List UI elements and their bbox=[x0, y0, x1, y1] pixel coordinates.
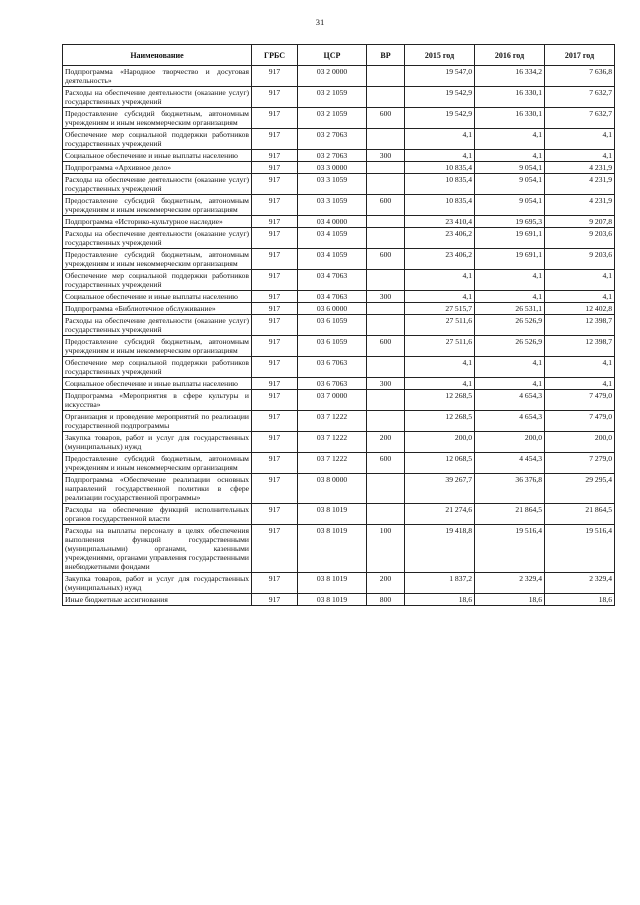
table-row bbox=[63, 249, 615, 270]
table-row bbox=[63, 504, 615, 525]
cell-name: Расходы на обеспечение деятельности (оказание услуг) государственных учреждений bbox=[63, 228, 252, 249]
cell-2015: 19 542,9 bbox=[405, 87, 475, 108]
cell-grbs: 917 bbox=[252, 129, 298, 150]
cell-csr: 03 4 0000 bbox=[298, 216, 367, 228]
cell-csr: 03 6 1059 bbox=[298, 336, 367, 357]
cell-csr: 03 4 1059 bbox=[298, 249, 367, 270]
cell-grbs: 917 bbox=[252, 453, 298, 474]
cell-name: Расходы на обеспечение деятельности (оказание услуг) государственных учреждений bbox=[63, 174, 252, 195]
table-row bbox=[63, 315, 615, 336]
cell-2015: 39 267,7 bbox=[405, 474, 475, 504]
cell-name: Предоставление субсидий бюджетным, автономным учреждениям и иным некоммерческим организациям bbox=[63, 195, 252, 216]
cell-vr bbox=[367, 303, 405, 315]
table-row bbox=[63, 108, 615, 129]
cell-grbs: 917 bbox=[252, 357, 298, 378]
cell-2017: 12 398,7 bbox=[545, 336, 615, 357]
cell-grbs: 917 bbox=[252, 108, 298, 129]
cell-2015: 1 837,2 bbox=[405, 573, 475, 594]
cell-2017: 19 516,4 bbox=[545, 525, 615, 573]
cell-2016: 19 516,4 bbox=[475, 525, 545, 573]
table-row bbox=[63, 87, 615, 108]
cell-grbs: 917 bbox=[252, 87, 298, 108]
cell-2015: 21 274,6 bbox=[405, 504, 475, 525]
cell-vr: 800 bbox=[367, 594, 405, 606]
table-row bbox=[63, 390, 615, 411]
cell-vr bbox=[367, 66, 405, 87]
cell-name: Закупка товаров, работ и услуг для государственных (муниципальных) нужд bbox=[63, 432, 252, 453]
table-row bbox=[63, 270, 615, 291]
cell-2015: 19 542,9 bbox=[405, 108, 475, 129]
table-row bbox=[63, 303, 615, 315]
cell-2016: 19 695,3 bbox=[475, 216, 545, 228]
cell-2016: 16 330,1 bbox=[475, 108, 545, 129]
cell-csr: 03 4 7063 bbox=[298, 291, 367, 303]
cell-2015: 4,1 bbox=[405, 291, 475, 303]
cell-name: Подпрограмма «Библиотечное обслуживание» bbox=[63, 303, 252, 315]
cell-csr: 03 7 1222 bbox=[298, 432, 367, 453]
cell-2016: 26 526,9 bbox=[475, 336, 545, 357]
cell-2015: 4,1 bbox=[405, 378, 475, 390]
cell-2015: 10 835,4 bbox=[405, 174, 475, 195]
header-row bbox=[63, 45, 615, 66]
cell-2016: 4 454,3 bbox=[475, 453, 545, 474]
header-csr: ЦСР bbox=[298, 45, 367, 66]
cell-name: Предоставление субсидий бюджетным, автономным учреждениям и иным некоммерческим организациям bbox=[63, 249, 252, 270]
cell-grbs: 917 bbox=[252, 411, 298, 432]
cell-name: Расходы на обеспечение деятельности (оказание услуг) государственных учреждений bbox=[63, 315, 252, 336]
cell-2017: 200,0 bbox=[545, 432, 615, 453]
budget-table bbox=[62, 44, 615, 606]
cell-2015: 4,1 bbox=[405, 270, 475, 291]
cell-2017: 7 279,0 bbox=[545, 453, 615, 474]
cell-2017: 7 479,0 bbox=[545, 411, 615, 432]
cell-vr bbox=[367, 129, 405, 150]
header-2015: 2015 год bbox=[405, 45, 475, 66]
cell-csr: 03 7 0000 bbox=[298, 390, 367, 411]
cell-2016: 16 334,2 bbox=[475, 66, 545, 87]
cell-vr bbox=[367, 504, 405, 525]
table-row bbox=[63, 411, 615, 432]
cell-csr: 03 4 7063 bbox=[298, 270, 367, 291]
cell-2016: 16 330,1 bbox=[475, 87, 545, 108]
table-row bbox=[63, 66, 615, 87]
cell-vr bbox=[367, 228, 405, 249]
cell-name: Закупка товаров, работ и услуг для государственных (муниципальных) нужд bbox=[63, 573, 252, 594]
table-row bbox=[63, 378, 615, 390]
cell-2017: 2 329,4 bbox=[545, 573, 615, 594]
cell-vr bbox=[367, 270, 405, 291]
cell-grbs: 917 bbox=[252, 216, 298, 228]
table-row bbox=[63, 162, 615, 174]
cell-2015: 4,1 bbox=[405, 357, 475, 378]
cell-name: Социальное обеспечение и иные выплаты населению bbox=[63, 378, 252, 390]
cell-csr: 03 4 1059 bbox=[298, 228, 367, 249]
cell-2015: 23 406,2 bbox=[405, 249, 475, 270]
cell-csr: 03 6 7063 bbox=[298, 357, 367, 378]
cell-vr bbox=[367, 474, 405, 504]
cell-grbs: 917 bbox=[252, 390, 298, 411]
cell-name: Обеспечение мер социальной поддержки работников государственных учреждений bbox=[63, 270, 252, 291]
cell-2017: 4,1 bbox=[545, 150, 615, 162]
table-row bbox=[63, 150, 615, 162]
cell-name: Подпрограмма «Мероприятия в сфере культуры и искусства» bbox=[63, 390, 252, 411]
cell-2016: 19 691,1 bbox=[475, 228, 545, 249]
table-row bbox=[63, 174, 615, 195]
cell-2017: 4 231,9 bbox=[545, 174, 615, 195]
cell-csr: 03 3 1059 bbox=[298, 195, 367, 216]
cell-grbs: 917 bbox=[252, 303, 298, 315]
cell-vr bbox=[367, 174, 405, 195]
cell-2015: 4,1 bbox=[405, 150, 475, 162]
table-row bbox=[63, 573, 615, 594]
cell-csr: 03 8 1019 bbox=[298, 594, 367, 606]
cell-vr bbox=[367, 357, 405, 378]
cell-2016: 4 654,3 bbox=[475, 411, 545, 432]
cell-2015: 23 410,4 bbox=[405, 216, 475, 228]
cell-name: Предоставление субсидий бюджетным, автономным учреждениям и иным некоммерческим организациям bbox=[63, 108, 252, 129]
cell-2016: 18,6 bbox=[475, 594, 545, 606]
cell-2017: 4,1 bbox=[545, 357, 615, 378]
cell-vr: 600 bbox=[367, 108, 405, 129]
cell-2017: 9 207,8 bbox=[545, 216, 615, 228]
cell-csr: 03 6 7063 bbox=[298, 378, 367, 390]
cell-name: Обеспечение мер социальной поддержки работников государственных учреждений bbox=[63, 357, 252, 378]
cell-2016: 36 376,8 bbox=[475, 474, 545, 504]
page-number: 31 bbox=[315, 17, 325, 27]
cell-vr: 300 bbox=[367, 378, 405, 390]
cell-grbs: 917 bbox=[252, 291, 298, 303]
cell-name: Подпрограмма «Обеспечение реализации основных направлений государственной политики в сфере реализации государственной программы» bbox=[63, 474, 252, 504]
cell-grbs: 917 bbox=[252, 525, 298, 573]
cell-2017: 4 231,9 bbox=[545, 162, 615, 174]
cell-2017: 7 636,8 bbox=[545, 66, 615, 87]
cell-2015: 27 511,6 bbox=[405, 315, 475, 336]
cell-vr bbox=[367, 87, 405, 108]
cell-2017: 4,1 bbox=[545, 270, 615, 291]
cell-2015: 19 547,0 bbox=[405, 66, 475, 87]
cell-csr: 03 8 1019 bbox=[298, 573, 367, 594]
cell-2017: 7 479,0 bbox=[545, 390, 615, 411]
cell-2016: 19 691,1 bbox=[475, 249, 545, 270]
table-row bbox=[63, 594, 615, 606]
cell-2016: 21 864,5 bbox=[475, 504, 545, 525]
cell-2016: 26 531,1 bbox=[475, 303, 545, 315]
cell-2016: 4,1 bbox=[475, 150, 545, 162]
cell-name: Расходы на обеспечение функций исполнительных органов государственной власти bbox=[63, 504, 252, 525]
cell-grbs: 917 bbox=[252, 594, 298, 606]
cell-name: Иные бюджетные ассигнования bbox=[63, 594, 252, 606]
table-row bbox=[63, 357, 615, 378]
cell-vr: 600 bbox=[367, 453, 405, 474]
cell-grbs: 917 bbox=[252, 504, 298, 525]
header-vr: ВР bbox=[367, 45, 405, 66]
cell-grbs: 917 bbox=[252, 270, 298, 291]
cell-2017: 7 632,7 bbox=[545, 87, 615, 108]
cell-vr: 200 bbox=[367, 573, 405, 594]
cell-grbs: 917 bbox=[252, 249, 298, 270]
cell-2017: 21 864,5 bbox=[545, 504, 615, 525]
cell-name: Организация и проведение мероприятий по реализации государственной подпрограммы bbox=[63, 411, 252, 432]
cell-2016: 26 526,9 bbox=[475, 315, 545, 336]
cell-vr bbox=[367, 315, 405, 336]
cell-grbs: 917 bbox=[252, 378, 298, 390]
cell-vr: 600 bbox=[367, 195, 405, 216]
header-2016: 2016 год bbox=[475, 45, 545, 66]
cell-grbs: 917 bbox=[252, 150, 298, 162]
table-row bbox=[63, 474, 615, 504]
cell-grbs: 917 bbox=[252, 336, 298, 357]
cell-2017: 12 398,7 bbox=[545, 315, 615, 336]
cell-2016: 9 054,1 bbox=[475, 174, 545, 195]
cell-2017: 7 632,7 bbox=[545, 108, 615, 129]
cell-2016: 2 329,4 bbox=[475, 573, 545, 594]
table-body bbox=[63, 66, 615, 606]
cell-2017: 12 402,8 bbox=[545, 303, 615, 315]
cell-2016: 4,1 bbox=[475, 129, 545, 150]
cell-2016: 4,1 bbox=[475, 270, 545, 291]
cell-grbs: 917 bbox=[252, 228, 298, 249]
cell-2015: 23 406,2 bbox=[405, 228, 475, 249]
cell-2015: 18,6 bbox=[405, 594, 475, 606]
cell-csr: 03 2 1059 bbox=[298, 87, 367, 108]
table-row bbox=[63, 453, 615, 474]
cell-2016: 4,1 bbox=[475, 378, 545, 390]
cell-vr bbox=[367, 411, 405, 432]
cell-2016: 200,0 bbox=[475, 432, 545, 453]
cell-2017: 4,1 bbox=[545, 291, 615, 303]
cell-name: Подпрограмма «Историко-культурное наследие» bbox=[63, 216, 252, 228]
cell-vr: 600 bbox=[367, 249, 405, 270]
cell-csr: 03 7 1222 bbox=[298, 411, 367, 432]
cell-grbs: 917 bbox=[252, 315, 298, 336]
cell-2017: 4,1 bbox=[545, 129, 615, 150]
cell-grbs: 917 bbox=[252, 432, 298, 453]
header-grbs: ГРБС bbox=[252, 45, 298, 66]
cell-2017: 4,1 bbox=[545, 378, 615, 390]
cell-2016: 9 054,1 bbox=[475, 195, 545, 216]
cell-2015: 10 835,4 bbox=[405, 195, 475, 216]
cell-grbs: 917 bbox=[252, 195, 298, 216]
cell-2015: 12 268,5 bbox=[405, 411, 475, 432]
cell-grbs: 917 bbox=[252, 162, 298, 174]
cell-2017: 9 203,6 bbox=[545, 228, 615, 249]
cell-name: Предоставление субсидий бюджетным, автономным учреждениям и иным некоммерческим организациям bbox=[63, 453, 252, 474]
cell-grbs: 917 bbox=[252, 573, 298, 594]
cell-name: Подпрограмма «Народное творчество и досуговая деятельность» bbox=[63, 66, 252, 87]
cell-csr: 03 3 0000 bbox=[298, 162, 367, 174]
header-2017: 2017 год bbox=[545, 45, 615, 66]
cell-name: Социальное обеспечение и иные выплаты населению bbox=[63, 291, 252, 303]
table-row bbox=[63, 291, 615, 303]
header-name: Наименование bbox=[63, 45, 252, 66]
cell-2017: 4 231,9 bbox=[545, 195, 615, 216]
cell-csr: 03 8 0000 bbox=[298, 474, 367, 504]
cell-2015: 27 515,7 bbox=[405, 303, 475, 315]
cell-csr: 03 8 1019 bbox=[298, 525, 367, 573]
cell-2015: 4,1 bbox=[405, 129, 475, 150]
cell-csr: 03 2 0000 bbox=[298, 66, 367, 87]
cell-vr bbox=[367, 216, 405, 228]
cell-csr: 03 6 0000 bbox=[298, 303, 367, 315]
cell-vr bbox=[367, 162, 405, 174]
table-row bbox=[63, 195, 615, 216]
table-row bbox=[63, 228, 615, 249]
cell-2015: 12 068,5 bbox=[405, 453, 475, 474]
cell-2015: 27 511,6 bbox=[405, 336, 475, 357]
cell-vr: 300 bbox=[367, 150, 405, 162]
cell-csr: 03 3 1059 bbox=[298, 174, 367, 195]
cell-csr: 03 2 1059 bbox=[298, 108, 367, 129]
cell-vr: 600 bbox=[367, 336, 405, 357]
table-row bbox=[63, 336, 615, 357]
table-row bbox=[63, 216, 615, 228]
cell-name: Предоставление субсидий бюджетным, автономным учреждениям и иным некоммерческим организациям bbox=[63, 336, 252, 357]
cell-vr: 100 bbox=[367, 525, 405, 573]
cell-name: Социальное обеспечение и иные выплаты населению bbox=[63, 150, 252, 162]
cell-name: Обеспечение мер социальной поддержки работников государственных учреждений bbox=[63, 129, 252, 150]
cell-name: Расходы на обеспечение деятельности (оказание услуг) государственных учреждений bbox=[63, 87, 252, 108]
cell-csr: 03 6 1059 bbox=[298, 315, 367, 336]
cell-2017: 9 203,6 bbox=[545, 249, 615, 270]
cell-csr: 03 2 7063 bbox=[298, 150, 367, 162]
cell-2015: 19 418,8 bbox=[405, 525, 475, 573]
table-row bbox=[63, 129, 615, 150]
cell-2016: 4,1 bbox=[475, 357, 545, 378]
table-row bbox=[63, 525, 615, 573]
cell-name: Расходы на выплаты персоналу в целях обеспечения выполнения функций государственными (муниципальными) органами, казенными учреждениями, органами управления государственными внебюджетными фондами bbox=[63, 525, 252, 573]
cell-csr: 03 8 1019 bbox=[298, 504, 367, 525]
cell-2017: 29 295,4 bbox=[545, 474, 615, 504]
cell-2015: 12 268,5 bbox=[405, 390, 475, 411]
cell-2015: 10 835,4 bbox=[405, 162, 475, 174]
cell-2016: 4 654,3 bbox=[475, 390, 545, 411]
cell-2017: 18,6 bbox=[545, 594, 615, 606]
cell-csr: 03 2 7063 bbox=[298, 129, 367, 150]
cell-grbs: 917 bbox=[252, 66, 298, 87]
cell-vr: 200 bbox=[367, 432, 405, 453]
cell-csr: 03 7 1222 bbox=[298, 453, 367, 474]
cell-2015: 200,0 bbox=[405, 432, 475, 453]
cell-vr bbox=[367, 390, 405, 411]
cell-grbs: 917 bbox=[252, 174, 298, 195]
table-row bbox=[63, 432, 615, 453]
cell-grbs: 917 bbox=[252, 474, 298, 504]
cell-vr: 300 bbox=[367, 291, 405, 303]
cell-2016: 9 054,1 bbox=[475, 162, 545, 174]
cell-name: Подпрограмма «Архивное дело» bbox=[63, 162, 252, 174]
cell-2016: 4,1 bbox=[475, 291, 545, 303]
